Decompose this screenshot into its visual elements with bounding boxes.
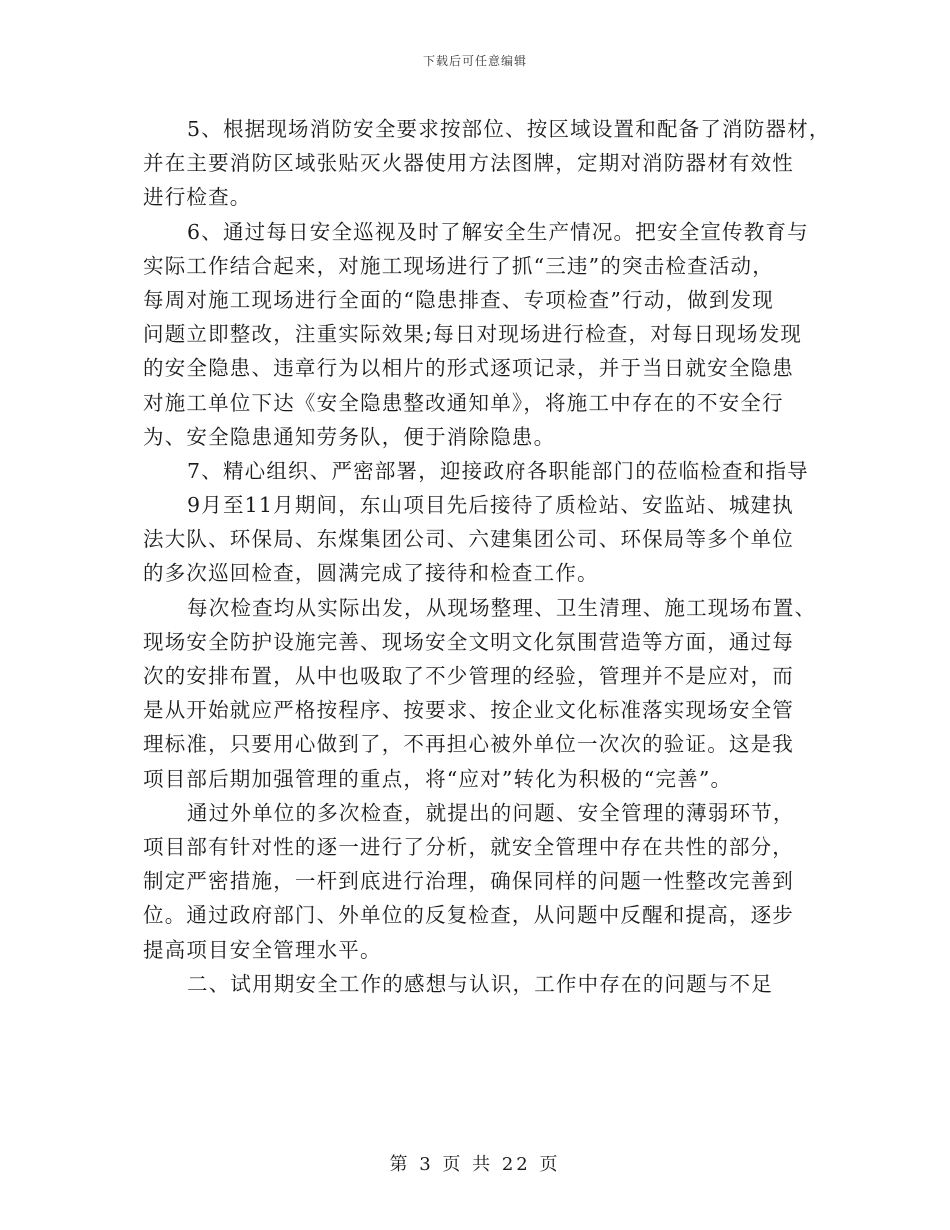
paragraph-line: 是从开始就应严格按程序、按要求、按企业文化标准落实现场安全管 (143, 698, 794, 723)
paragraph-line: 项目部有针对性的逐一进行了分析，就安全管理中存在共性的部分， (143, 834, 794, 859)
paragraph-line: 问题立即整改，注重实际效果;每日对现场进行检查，对每日现场发现 (143, 322, 803, 347)
paragraph-line: 每次检查均从实际出发，从现场整理、卫生清理、施工现场布置、 (187, 595, 817, 620)
section-heading-line: 7、精心组织、严密部署，迎接政府各职能部门的莅临检查和指导 (187, 458, 809, 483)
paragraph-line: 的多次巡回检查，圆满完成了接待和检查工作。 (143, 561, 599, 586)
paragraph-line: 理标准，只要用心做到了，不再担心被外单位一次次的验证。这是我 (143, 732, 794, 757)
paragraph-line: 法大队、环保局、东煤集团公司、六建集团公司、环保局等多个单位 (143, 527, 794, 552)
paragraph-line: 制定严密措施，一杆到底进行治理，确保同样的问题一性整改完善到 (143, 869, 794, 894)
page-number-footer: 第 3 页 共 22 页 (389, 1154, 561, 1175)
paragraph-line: 位。通过政府部门、外单位的反复检查，从问题中反醒和提高，逐步 (143, 903, 794, 928)
paragraph-line: 并在主要消防区域张贴灭火器使用方法图牌，定期对消防器材有效性 (143, 151, 794, 176)
paragraph-line: 实际工作结合起来，对施工现场进行了抓“三违”的突击检查活动， (143, 253, 774, 278)
paragraph-line: 项目部后期加强管理的重点，将“应对”转化为积极的“完善”。 (143, 766, 733, 791)
paragraph-line: 进行检查。 (143, 185, 252, 210)
section-heading-line: 二、试用期安全工作的感想与认识，工作中存在的问题与不足 (187, 971, 773, 996)
paragraph-line: 通过外单位的多次检查，就提出的问题、安全管理的薄弱环节， (187, 800, 795, 825)
document-body (143, 112, 831, 1001)
paragraph-line: 现场安全防护设施完善、现场安全文明文化氛围营造等方面，通过每 (143, 629, 794, 654)
paragraph-line: 9月至11月期间，东山项目先后接待了质检站、安监站、城建执 (187, 493, 794, 518)
paragraph-line: 每周对施工现场进行全面的“隐患排查、专项检查”行动，做到发现 (143, 287, 774, 312)
paragraph-line: 次的安排布置，从中也吸取了不少管理的经验，管理并不是应对，而 (143, 664, 794, 688)
paragraph-line: 对施工单位下达《安全隐患整改通知单》，将施工中存在的不安全行 (143, 390, 784, 415)
paragraph-line: 6、通过每日安全巡视及时了解安全生产情况。把安全宣传教育与 (187, 219, 809, 244)
paragraph-line: 提高项目安全管理水平。 (143, 937, 382, 962)
page-header: 下载后可任意编辑 (422, 54, 527, 68)
paragraph-line: 5、根据现场消防安全要求按部位、按区域设置和配备了消防器材， (187, 117, 831, 141)
paragraph-line: 的安全隐患、违章行为以相片的形式逐项记录，并于当日就安全隐患 (143, 356, 794, 381)
paragraph-line: 为、安全隐患通知劳务队，便于消除隐患。 (143, 424, 556, 449)
